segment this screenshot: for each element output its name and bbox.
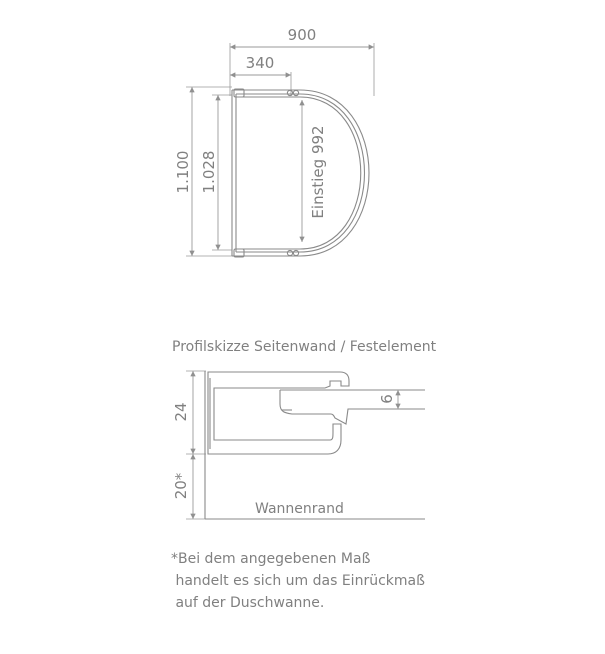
profile-diagram <box>186 371 425 519</box>
dimension-900-label: 900 <box>287 26 317 44</box>
footnote <box>171 548 551 614</box>
dimension-1028-label: 1.028 <box>200 150 218 194</box>
dimension-20-label: 20* <box>172 472 190 500</box>
wall-profile-section <box>208 372 349 454</box>
tub-rim-label: Wannenrand <box>255 501 344 517</box>
footnote-line-1: *Bei dem angegebenen Maß <box>171 551 371 567</box>
dimension-6-label: 6 <box>378 394 396 404</box>
top-view-diagram <box>186 43 374 257</box>
footnote-line-2: handelt es sich um das Einrückmaß <box>171 573 425 589</box>
entry-dimension-label: Einstieg 992 <box>309 125 327 219</box>
footnote-line-3: auf der Duschwanne. <box>171 595 325 611</box>
shower-enclosure-outline <box>232 89 369 257</box>
glass-panel-section <box>280 390 425 424</box>
profile-sketch-title: Profilskizze Seitenwand / Festelement <box>172 339 437 355</box>
dimension-24-label: 24 <box>172 402 190 422</box>
dimension-1100-label: 1.100 <box>174 150 192 194</box>
dimension-340-label: 340 <box>245 54 275 72</box>
